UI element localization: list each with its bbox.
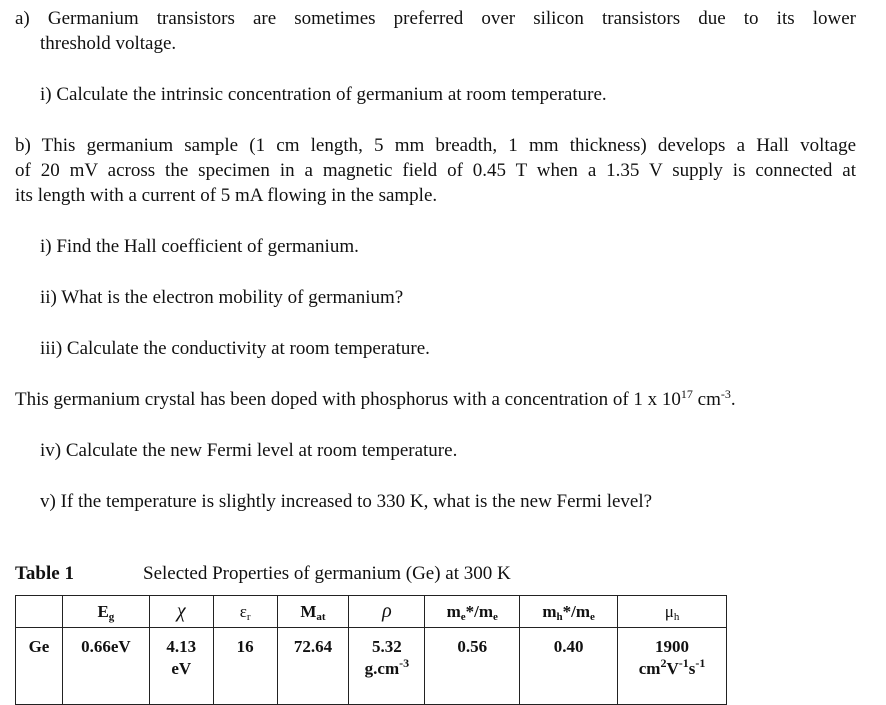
header-mat: $M_{at}$ <box>277 596 349 628</box>
doping-statement <box>15 389 736 411</box>
header-mu: $\mu_h$ <box>618 596 727 628</box>
doping-text: This germanium crystal has been doped with phosphorus with a concentration of 1 x 10 <box>15 389 681 410</box>
table-caption: Selected Properties of germanium (Ge) at 300 K <box>143 563 511 584</box>
cell-mh: 0.40 <box>520 628 618 705</box>
table-row <box>16 628 727 705</box>
doping-unit: cm <box>692 389 721 410</box>
doping-exponent: 17 <box>680 387 693 401</box>
part-a-line2: threshold voltage. <box>40 33 177 54</box>
table-label: Table 1 <box>15 563 74 584</box>
part-b-line2: of 20 mV across the specimen in a magnetic field of 0.45 T when a 1.35 V supply is connected at <box>15 160 856 181</box>
table-header-row <box>16 596 727 628</box>
cell-er: 16 <box>213 628 277 705</box>
cell-mat: 72.64 <box>277 628 349 705</box>
header-eg: $E_g$ <box>62 596 149 628</box>
header-empty <box>16 596 63 628</box>
cell-rho: 5.32 $g.cm^{-3}$ <box>349 628 425 705</box>
part-b-question-iii: iii) Calculate the conductivity at room temperature. <box>40 338 430 359</box>
cell-chi: 4.13 eV <box>149 628 213 705</box>
part-b-question-i: i) Find the Hall coefficient of germanium. <box>40 236 359 257</box>
cell-me: 0.56 <box>425 628 520 705</box>
part-b-question-ii: ii) What is the electron mobility of germanium? <box>40 287 404 308</box>
part-b-line3: its length with a current of 5 mA flowing in the sample. <box>15 185 438 206</box>
header-chi: χ <box>149 596 213 628</box>
part-b-question-iv: iv) Calculate the new Fermi level at room temperature. <box>40 440 458 461</box>
part-b-line1: b) This germanium sample (1 cm length, 5 mm breadth, 1 mm thickness) develops a Hall voltage <box>15 135 856 156</box>
doping-end: . <box>730 389 736 410</box>
part-b-question-v: v) If the temperature is slightly increased to 330 K, what is the new Fermi level? <box>40 491 653 512</box>
header-mh: $m_h*/m_e$ <box>520 596 618 628</box>
header-er: $\varepsilon_r$ <box>213 596 277 628</box>
cell-name: Ge <box>16 628 63 705</box>
properties-table <box>15 595 727 705</box>
doping-unit-exponent: -3 <box>720 387 731 401</box>
header-me: $m_e*/m_e$ <box>425 596 520 628</box>
cell-mu: 1900 $cm^2V^{-1}s^{-1}$ <box>618 628 727 705</box>
header-rho: ρ <box>349 596 425 628</box>
part-a-question-i: i) Calculate the intrinsic concentration of germanium at room temperature. <box>40 84 607 105</box>
part-a-line1: a) Germanium transistors are sometimes preferred over silicon transistors due to its lower <box>15 8 856 29</box>
cell-eg: 0.66eV <box>62 628 149 705</box>
